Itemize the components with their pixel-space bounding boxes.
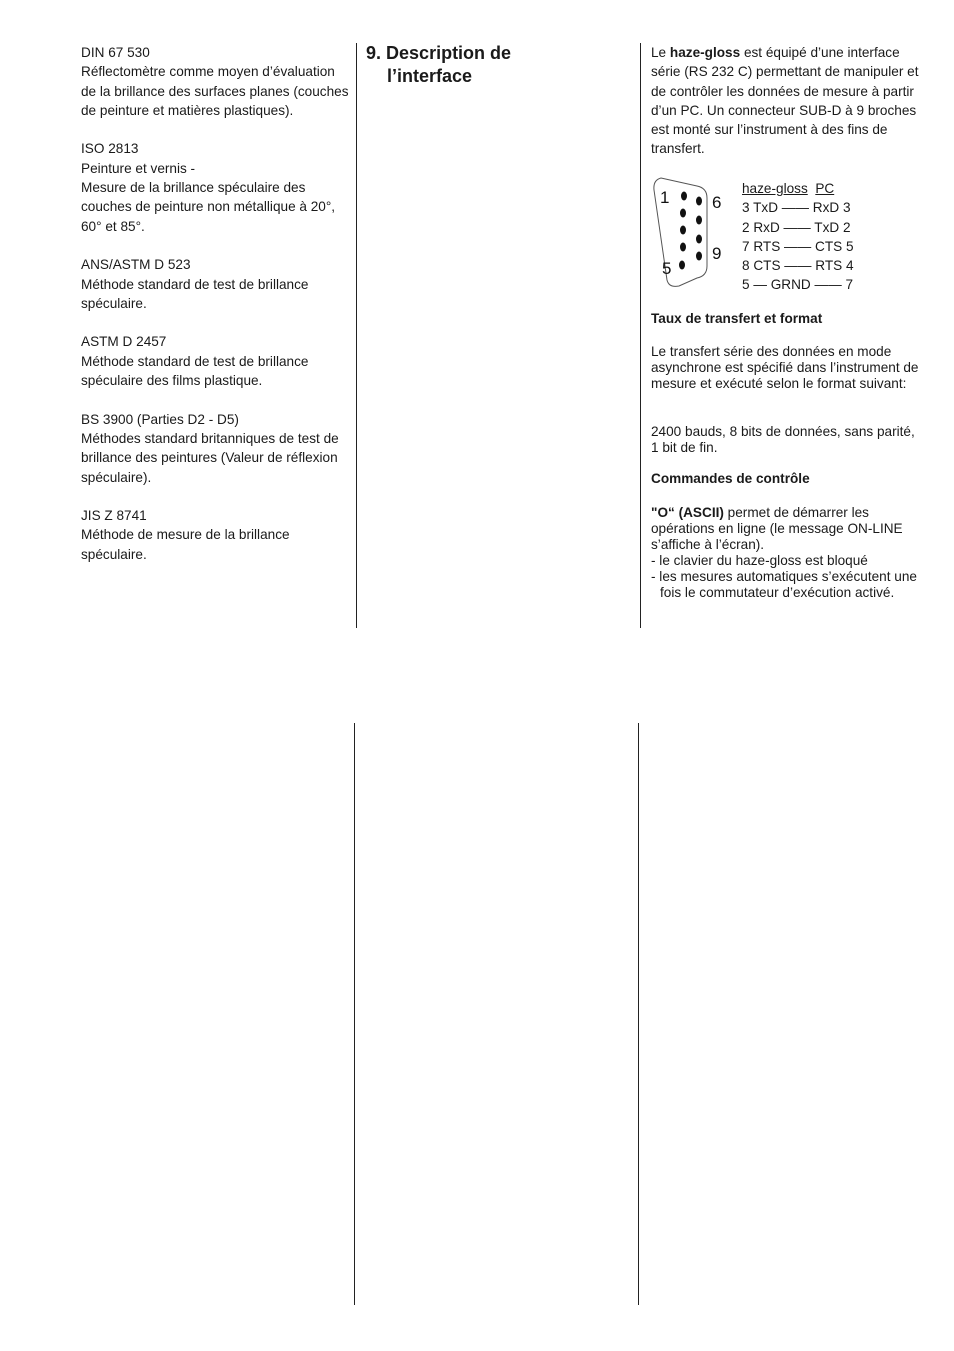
- standard-code: BS 3900 (Parties D2 - D5): [81, 411, 239, 427]
- pin-dot: [696, 252, 702, 261]
- pin-mapping-header-right: PC: [815, 181, 835, 196]
- standard-description: Méthode standard de test de brillance spéculaire.: [81, 276, 309, 311]
- sub-d-connector-diagram: [651, 176, 731, 291]
- intro-prefix: Le: [651, 45, 670, 60]
- command-key: "O“ (ASCII): [651, 505, 724, 520]
- section-heading: [366, 42, 616, 88]
- command-list-item: - les mesures automatiques s’exécutent une fois le commutateur d’exécution activé.: [651, 569, 917, 600]
- connector-outline: [651, 176, 731, 291]
- transfer-format-text: 2400 bauds, 8 bits de données, sans parité, 1 bit de fin.: [651, 424, 915, 455]
- intro-paragraph: [651, 43, 921, 159]
- standard-code: ANS/ASTM D 523: [81, 257, 191, 273]
- transfer-section-title: Taux de transfert et format: [651, 311, 823, 326]
- standard-item: [81, 43, 351, 120]
- standard-item: [81, 139, 351, 235]
- standard-description: Réflectomètre comme moyen d’évaluation de la brillance des surfaces planes (couches de peinture et matières plastiques).: [81, 64, 349, 118]
- standard-item: [81, 332, 351, 390]
- pin-mapping-row: 2 RxD —— TxD 2: [742, 219, 851, 235]
- command-list-item: - le clavier du haze-gloss est bloqué: [651, 553, 868, 568]
- pin-mapping-row: 3 TxD —— RxD 3: [742, 200, 851, 216]
- standard-code: DIN 67 530: [81, 45, 150, 60]
- column-divider-bottom-2: [638, 723, 639, 1305]
- command-description: permet de démarrer les opérations en ligne (le message ON-LINE s’affiche à l’écran).: [651, 505, 903, 552]
- commands-section-body: [651, 505, 921, 601]
- pin-dot: [696, 197, 702, 206]
- standard-description: Peinture et vernis - Mesure de la brillance spéculaire des couches de peinture non métallique à 20°, 60° et 85°.: [81, 160, 336, 234]
- standard-description: Méthodes standard britanniques de test de brillance des peintures (Valeur de réflexion spéculaire).: [81, 430, 339, 485]
- standard-item: [81, 506, 351, 564]
- pin-mapping-row: 5 — GRND —— 7: [742, 277, 854, 293]
- pin-mapping-header-left: haze-gloss: [742, 181, 808, 196]
- standard-item: [81, 255, 351, 313]
- pin-label-6: 6: [712, 193, 722, 212]
- interface-intro: [651, 43, 921, 159]
- pin-label-5: 5: [662, 259, 672, 278]
- pin-dot: [681, 192, 687, 201]
- standard-code: ISO 2813: [81, 141, 139, 157]
- pin-dot: [680, 209, 686, 218]
- column-divider-bottom-1: [354, 723, 355, 1305]
- pin-mapping-table: [742, 179, 854, 295]
- intro-product-name: haze-gloss: [669, 45, 741, 60]
- pin-mapping-header: [742, 179, 854, 198]
- heading-line-1: Description de: [386, 43, 512, 63]
- standard-code: JIS Z 8741: [81, 508, 147, 524]
- pin-dot: [679, 261, 685, 270]
- pin-dot: [696, 216, 702, 225]
- pin-label-9: 9: [712, 244, 722, 263]
- pin-dot: [680, 243, 686, 252]
- standard-description: Méthode de mesure de la brillance spéculaire.: [81, 527, 290, 562]
- heading-line-2: l’interface: [387, 66, 473, 86]
- pin-mapping-row: 8 CTS —— RTS 4: [742, 258, 854, 274]
- commands-section-title: Commandes de contrôle: [651, 471, 810, 486]
- column-divider-top-1: [356, 43, 357, 628]
- intro-text: est équipé d’une interface série (RS 232 C) permettant de manipuler et de contrôler les données de mesure à partir d’un PC. Un connecteur SUB-D à 9 broches est monté sur l’instrument à des fins de transfert.: [651, 45, 919, 157]
- column-divider-top-2: [640, 43, 641, 628]
- pin-dot: [680, 226, 686, 235]
- pin-dot: [696, 235, 702, 244]
- heading-number: 9.: [366, 43, 382, 63]
- pin-label-1: 1: [660, 188, 670, 207]
- standards-list: [81, 43, 351, 583]
- transfer-section-text: Le transfert série des données en mode asynchrone est spécifié dans l’instrument de mesure et exécuté selon le format suivant:: [651, 344, 919, 391]
- pin-mapping-row: 7 RTS —— CTS 5: [742, 238, 854, 254]
- standard-description: Méthode standard de test de brillance spéculaire des films plastique.: [81, 353, 309, 389]
- standard-code: ASTM D 2457: [81, 334, 167, 350]
- standard-item: [81, 410, 351, 487]
